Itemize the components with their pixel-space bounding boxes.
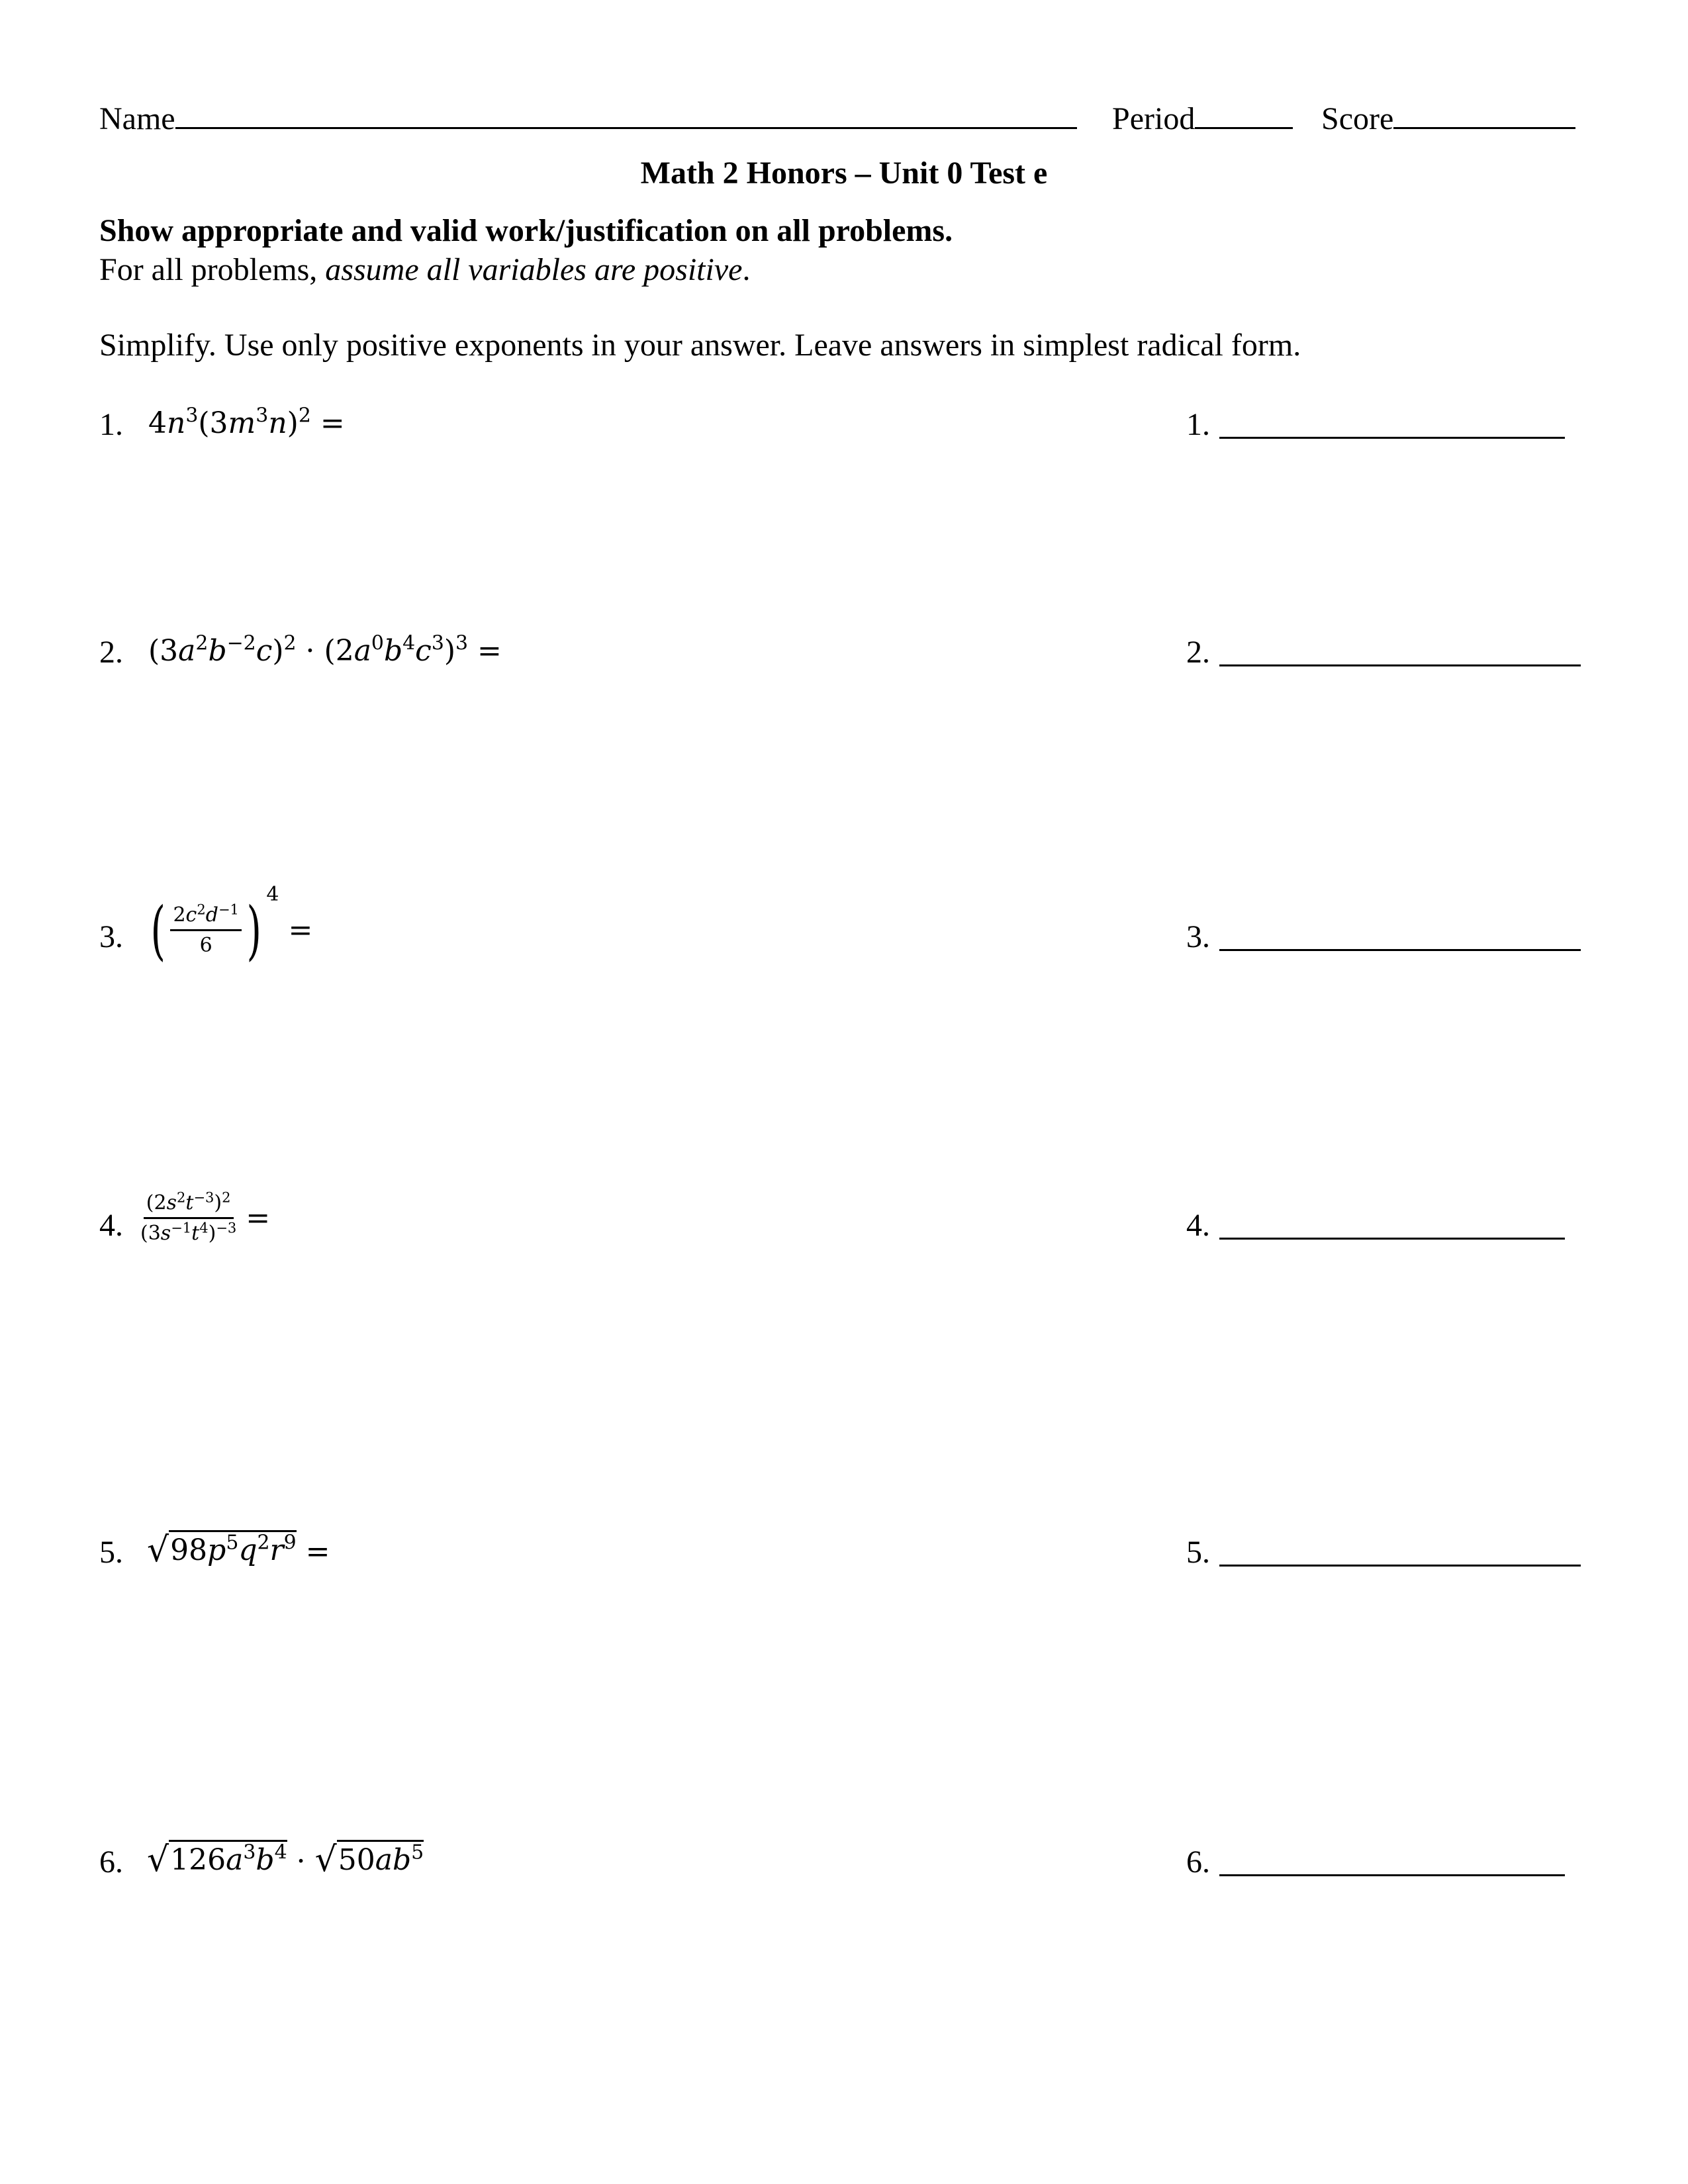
instructions-line2 — [99, 254, 750, 286]
left-paren: ( — [150, 893, 165, 968]
problem-2-answer-label: 2. — [1186, 635, 1210, 670]
problem-6-radical-2: √ $50ab^5$ — [314, 1840, 424, 1880]
score-label: Score — [1321, 101, 1394, 136]
problem-1-answer-line[interactable] — [1219, 437, 1565, 439]
name-field[interactable] — [175, 101, 1077, 129]
problem-4-answer-label: 4. — [1186, 1208, 1210, 1243]
problem-3-answer-label: 3. — [1186, 919, 1210, 954]
problem-6-answer-line[interactable] — [1219, 1874, 1565, 1876]
problem-4-fraction: $\frac{(2s^2t^{-3})^2}{(3s^{-1}t^4)^{-3}}$ — [140, 1189, 237, 1245]
problem-5-expression: √ $98p^5q^2r^9$ = — [147, 1530, 330, 1570]
problem-6-expression: √ $126a^3b^4$ · √ $50ab^5$ — [147, 1840, 424, 1880]
sqrt-icon: √ — [147, 1530, 169, 1570]
header-row — [99, 101, 1077, 135]
problem-1-number: 1. — [99, 407, 123, 442]
problem-2-expression: $(3a^2b^{-2}c)^2 \cdot (2a^0b^4c^3)^3$ = — [148, 631, 502, 668]
problem-3-answer-line[interactable] — [1219, 949, 1581, 951]
problem-4-number: 4. — [99, 1208, 123, 1243]
sqrt-icon: √ — [314, 1840, 337, 1880]
instructions-line2-italic: assume all variables are positive — [325, 252, 743, 287]
name-label: Name — [99, 101, 175, 136]
period-field[interactable] — [1195, 101, 1293, 129]
instructions-line2-prefix: For all problems, — [99, 252, 326, 287]
score-group — [1321, 101, 1575, 135]
problem-1-answer-label: 1. — [1186, 407, 1210, 442]
period-group — [1112, 101, 1293, 135]
problem-5-number: 5. — [99, 1535, 123, 1570]
problem-4-answer-line[interactable] — [1219, 1238, 1565, 1240]
problem-4-expression: $\frac{(2s^2t^{-3})^2}{(3s^{-1}t^4)^{-3}}$ = — [140, 1189, 271, 1245]
problem-2-answer-line[interactable] — [1219, 664, 1581, 666]
sqrt-icon: √ — [147, 1840, 169, 1880]
instructions-line2-suffix: . — [742, 252, 751, 287]
problem-5-answer-line[interactable] — [1219, 1565, 1581, 1567]
page-title: Math 2 Honors – Unit 0 Test e — [640, 156, 1048, 191]
problem-1-expression: $4n^3(3m^3n)^2$ = — [148, 404, 345, 440]
right-paren: ) — [246, 893, 261, 968]
problem-2-number: 2. — [99, 635, 123, 670]
problem-6-answer-label: 6. — [1186, 1844, 1210, 1880]
problem-5-answer-label: 5. — [1186, 1535, 1210, 1570]
problem-6-number: 6. — [99, 1844, 123, 1880]
problem-6-radical-1: √ $126a^3b^4$ — [147, 1840, 287, 1880]
instructions-simplify: Simplify. Use only positive exponents in your answer. Leave answers in simplest radical form. — [99, 328, 1301, 363]
score-field[interactable] — [1393, 101, 1575, 129]
instructions-bold: Show appropriate and valid work/justification on all problems. — [99, 213, 953, 248]
problem-3-fraction: $\frac{2c^2d^{-1}}{6}$ — [170, 903, 241, 957]
period-label: Period — [1112, 101, 1196, 136]
problem-3-number: 3. — [99, 919, 123, 954]
problem-3-expression: ( $\frac{2c^2d^{-1}}{6}$ ) $^4$ = — [150, 883, 313, 968]
problem-5-radical: √ $98p^5q^2r^9$ — [147, 1530, 297, 1570]
